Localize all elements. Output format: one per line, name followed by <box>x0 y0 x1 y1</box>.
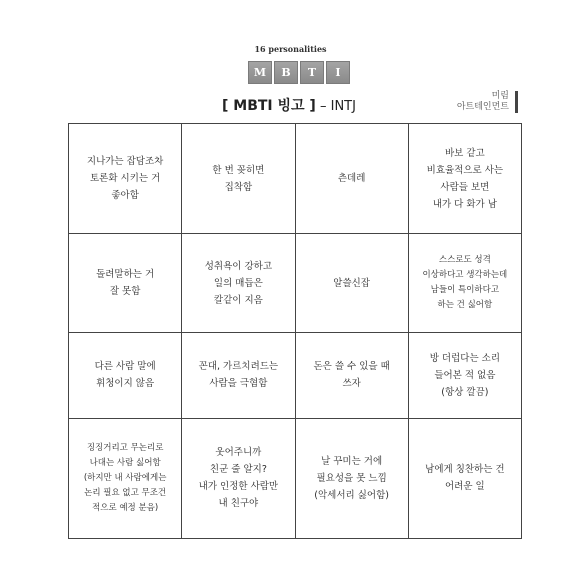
bingo-row <box>69 234 522 333</box>
letter-block-b: B <box>274 61 298 84</box>
bingo-cell: 지나가는 잡담조차 토론화 시키는 거 좋아함 <box>69 124 182 234</box>
bingo-row <box>69 332 522 418</box>
page-title <box>222 95 356 115</box>
letter-block-t: T <box>300 61 324 84</box>
bingo-row <box>69 418 522 538</box>
bingo-cell: 알쓸신잡 <box>295 234 408 333</box>
bingo-cell: 다른 사람 말에 휘청이지 않음 <box>69 332 182 418</box>
brand-line-2: 아트테인먼트 <box>456 102 509 112</box>
bingo-cell: 스스로도 성격 이상하다고 생각하는데 남들이 특이하다고 하는 건 싫어함 <box>408 234 521 333</box>
bingo-cell: 츤데레 <box>295 124 408 234</box>
bingo-grid <box>68 123 522 539</box>
bingo-cell: 성취욕이 강하고 일의 매듭은 칼같이 지음 <box>182 234 295 333</box>
bingo-cell: 웃어주니까 친군 줄 알지? 내가 인정한 사람만 내 친구야 <box>182 418 295 538</box>
letter-block-m: M <box>248 61 272 84</box>
bingo-cell: 징징거리고 무논리로 나대는 사람 싫어함 (하지만 내 사람에게는 논리 필요 없고 무조건 적으로 예정 분음) <box>69 418 182 538</box>
brand-line-1: 미림 <box>491 91 509 101</box>
bingo-cell: 꼰대, 가르치려드는 사람을 극혐함 <box>182 332 295 418</box>
bingo-cell: 바보 같고 비효율적으로 사는 사람들 보면 내가 다 화가 남 <box>408 124 521 234</box>
bingo-cell: 돌려말하는 거 잘 못함 <box>69 234 182 333</box>
title-suffix: – INTJ <box>315 99 356 114</box>
bingo-cell: 방 더럽다는 소리 들어본 적 없음 (항상 깔끔) <box>408 332 521 418</box>
bingo-row <box>69 124 522 234</box>
subtitle: 16 personalities <box>254 44 327 54</box>
bingo-cell: 돈은 쓸 수 있을 때 쓰자 <box>295 332 408 418</box>
bingo-cell: 남에게 칭찬하는 건 어려운 일 <box>408 418 521 538</box>
title-main: [ MBTI 빙고 ] <box>222 98 316 114</box>
mbti-letter-blocks <box>248 61 350 84</box>
bingo-cell: 날 꾸미는 거에 필요성을 못 느낌 (악세서리 싫어함) <box>295 418 408 538</box>
brand-logo <box>457 91 518 113</box>
letter-block-i: I <box>326 61 350 84</box>
bingo-cell: 한 번 꽂히면 집착함 <box>182 124 295 234</box>
